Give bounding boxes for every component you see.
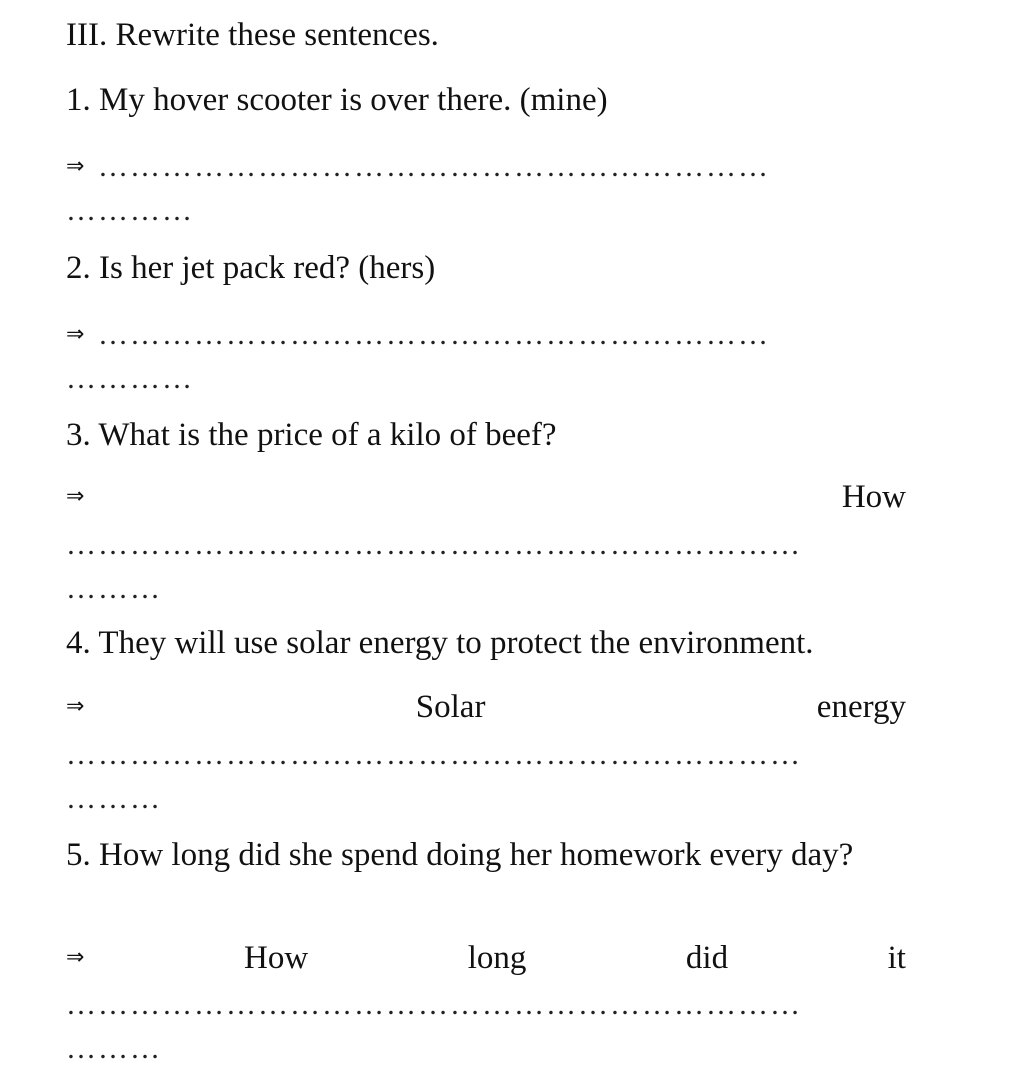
question-5 [66,834,906,876]
question-5-number: 5. [66,837,91,873]
answer-1-dots-continued: ………… [66,196,194,226]
question-3-number: 3. [66,417,91,453]
question-5-text: How long did she spend doing her homework every day? [99,837,854,873]
question-2-text: Is her jet pack red? (hers) [99,250,436,286]
question-1-number: 1. [66,82,91,118]
answer-5-prompt-word-3: did [685,940,729,976]
answer-3-prompt-word-1: How [841,479,906,515]
answer-arrow-icon: ⇒ [66,694,85,719]
question-4-text: They will use solar energy to protect the environment. [98,625,814,661]
answer-5-dots: …………………………………………………………… [66,990,802,1020]
question-2 [66,248,906,288]
answer-5-dots-continued: ……… [66,1034,162,1064]
question-1 [66,80,906,120]
answer-5-prompt-word-4: it [887,940,906,976]
answer-5-line [66,938,906,978]
answer-3-dots-continued: ……… [66,574,162,604]
answer-4-prompt-word-2: energy [816,689,906,725]
question-1-text: My hover scooter is over there. (mine) [99,82,608,118]
answer-arrow-icon: ⇒ [66,945,85,970]
question-3 [66,415,906,455]
worksheet-heading: III. Rewrite these sentences. [66,17,439,53]
answer-arrow-icon: ⇒ [66,322,85,347]
answer-4-dots-continued: ……… [66,784,162,814]
answer-2-dots: ……………………………………………………… [98,320,770,350]
question-3-text: What is the price of a kilo of beef? [98,417,557,453]
answer-arrow-icon: ⇒ [66,154,85,179]
answer-4-dots: …………………………………………………………… [66,740,802,770]
answer-3-dots: …………………………………………………………… [66,530,802,560]
question-2-number: 2. [66,250,91,286]
answer-2-dots-continued: ………… [66,364,194,394]
question-4-number: 4. [66,625,91,661]
question-4 [66,623,906,663]
answer-4-line [66,687,906,727]
answer-5-prompt-word-1: How [243,940,309,976]
answer-4-prompt-word-1: Solar [415,689,486,725]
answer-5-prompt-word-2: long [467,940,527,976]
answer-1-dots: ……………………………………………………… [98,152,770,182]
answer-arrow-icon: ⇒ [66,484,85,509]
answer-3-line [66,477,906,517]
